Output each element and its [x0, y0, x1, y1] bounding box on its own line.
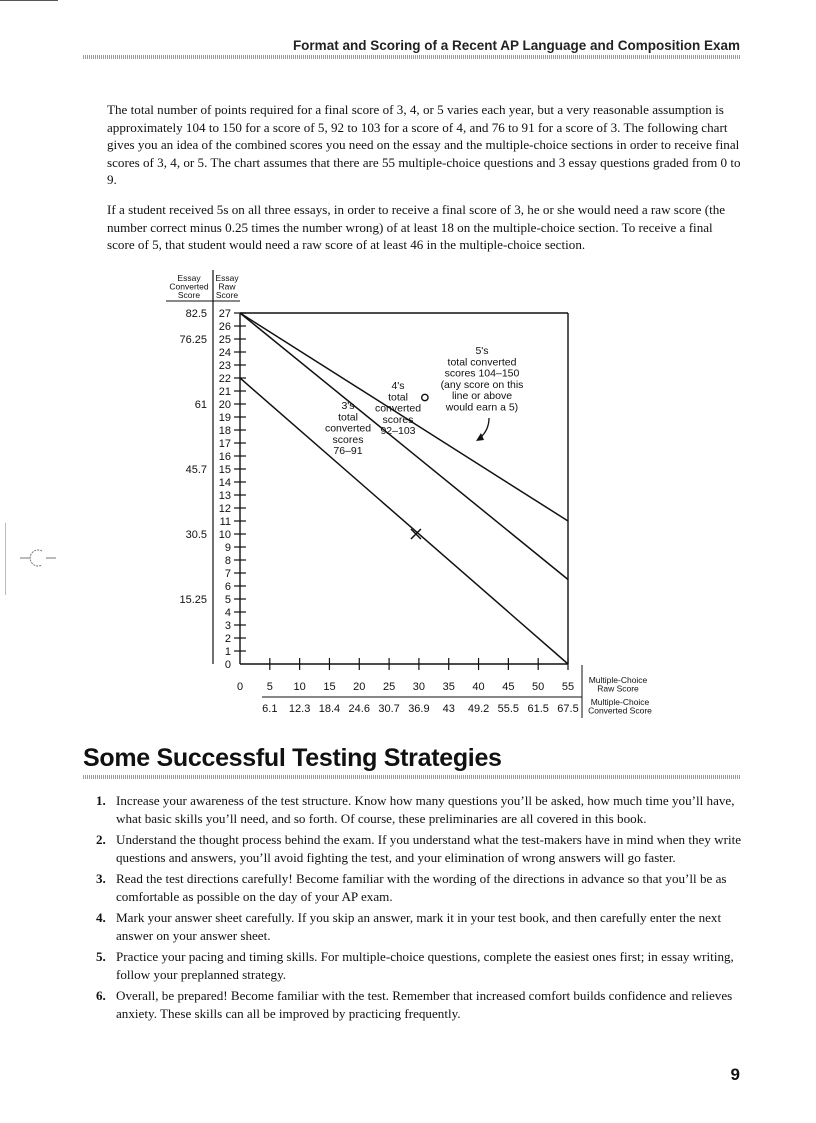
x-converted-label: 30.7 — [378, 703, 400, 715]
fours-line — [240, 313, 568, 580]
y-raw-tick-label: 25 — [218, 334, 231, 346]
essay-converted-title: Converted — [169, 281, 209, 292]
fives-annotation: total converted — [447, 356, 517, 369]
essay-converted-title: Essay — [177, 273, 201, 283]
y-raw-tick-label: 23 — [218, 360, 231, 372]
x-converted-label: 55.5 — [497, 703, 520, 715]
threes-annotation: 76–91 — [333, 445, 363, 458]
x-raw-tick-label: 0 — [236, 681, 244, 693]
y-converted-label: 82.5 — [185, 308, 207, 320]
y-raw-tick-label: 24 — [218, 347, 231, 359]
threes-annotation: 3's — [341, 400, 355, 412]
y-converted-label: 15.25 — [179, 594, 207, 606]
y-converted-label: 45.7 — [185, 464, 207, 476]
strategy-text: Increase your awareness of the test structure. Know how many questions you’ll be asked, how much time you’ll have, what basic skills you’ll need, and so forth. Of course, these preliminaries are all covered in this book. — [116, 793, 735, 826]
mc-raw-title: Multiple-Choice — [588, 675, 648, 685]
y-raw-tick-label: 2 — [224, 633, 231, 645]
y-raw-tick-label: 17 — [218, 438, 231, 450]
x-raw-tick-label: 20 — [353, 681, 366, 693]
threes-annotation: converted — [324, 422, 372, 435]
y-raw-tick-label: 7 — [224, 568, 231, 580]
x-converted-label: 61.5 — [527, 703, 549, 715]
strategy-item — [0, 792, 816, 827]
x-converted-label: 67.5 — [557, 703, 579, 715]
intro-paragraph: The total number of points required for a final score of 3, 4, or 5 varies each year, but a very reasonable assumption is approximately 104 to 150 for a score of 5, 92 to 103 for a score of 4, and 76 to 91 for a score of 3. The following chart gives you an idea of the combined scores you need on the essay and the multiple-choice sections in order to receive final scores of 3, 4, or 5. The chart assumes that there are 55 multiple-choice questions and 3 essay questions graded from 0 to 9. — [107, 102, 741, 187]
y-raw-tick-label: 3 — [224, 620, 231, 632]
fives-annotation: would earn a 5) — [445, 401, 519, 414]
x-raw-tick-label: 40 — [472, 681, 485, 693]
strategy-item — [0, 987, 816, 1022]
binding-line — [5, 523, 6, 595]
essay-raw-title: Score — [215, 290, 239, 300]
x-converted-label: 24.6 — [348, 703, 370, 715]
x-raw-tick-label: 15 — [323, 681, 336, 693]
y-raw-tick-label: 16 — [218, 451, 231, 463]
crop-mark — [0, 0, 58, 1]
fours-annotation: 92–103 — [380, 425, 416, 438]
x-raw-tick-label: 55 — [561, 681, 575, 693]
strategy-text: Mark your answer sheet carefully. If you skip an answer, mark it in your test book, and then carefully enter the next answer on your answer sheet. — [116, 910, 722, 943]
x-raw-tick-label: 5 — [266, 681, 273, 693]
registration-mark-icon — [18, 543, 58, 571]
strategy-item — [0, 948, 816, 983]
y-converted-label: 61 — [194, 399, 207, 411]
x-raw-tick-label: 35 — [442, 681, 455, 693]
x-converted-label: 36.9 — [408, 703, 430, 715]
y-raw-tick-label: 12 — [218, 503, 231, 515]
y-raw-tick-label: 0 — [224, 659, 231, 671]
strategies-list — [0, 792, 816, 1026]
y-converted-label: 30.5 — [185, 529, 207, 541]
y-raw-tick-label: 22 — [218, 373, 231, 385]
y-raw-tick-label: 11 — [219, 516, 231, 528]
x-converted-label: 12.3 — [288, 703, 311, 715]
page-number: 9 — [730, 1065, 740, 1084]
x-converted-label: 43 — [442, 703, 455, 715]
threes-annotation: scores — [332, 433, 364, 446]
section-rule — [83, 775, 740, 779]
y-raw-tick-label: 4 — [224, 607, 231, 619]
fives-annotation: (any score on this — [440, 378, 524, 391]
section-title: Some Successful Testing Strategies — [83, 744, 502, 772]
strategy-number: 1. — [96, 793, 106, 808]
strategy-text: Overall, be prepared! Become familiar with the test. Remember that increased comfort builds confidence and relieves anxiety. These skills can all be improved by practicing frequently. — [116, 988, 733, 1021]
fives-annotation: scores 104–150 — [444, 367, 520, 380]
y-raw-tick-label: 19 — [218, 412, 231, 424]
y-raw-tick-label: 27 — [218, 308, 231, 320]
example-circle-marker — [422, 394, 428, 400]
y-raw-tick-label: 13 — [218, 490, 231, 502]
strategy-number: 4. — [96, 910, 106, 925]
strategy-text: Read the test directions carefully! Become familiar with the wording of the directions in advance so that you’ll be as comfortable as possible on the day of your AP exam. — [116, 871, 727, 904]
strategy-text: Practice your pacing and timing skills. For multiple-choice questions, complete the easiest ones first; in essay writing, follow your preplanned strategy. — [116, 949, 734, 982]
mc-converted-title: Converted Score — [588, 705, 652, 716]
y-raw-tick-label: 8 — [224, 555, 231, 567]
essay-raw-title: Essay — [215, 273, 239, 283]
y-raw-tick-label: 5 — [224, 594, 231, 606]
y-raw-tick-label: 6 — [224, 581, 231, 593]
mc-converted-title: Multiple-Choice — [590, 697, 650, 707]
strategy-item — [0, 831, 816, 866]
threes-annotation: total — [338, 411, 358, 424]
y-raw-tick-label: 26 — [218, 321, 231, 333]
essay-raw-title: Raw — [218, 281, 236, 292]
y-raw-tick-label: 20 — [218, 399, 231, 411]
x-converted-label: 49.2 — [467, 703, 490, 715]
x-raw-tick-label: 50 — [532, 681, 545, 693]
strategy-number: 3. — [96, 871, 106, 886]
y-raw-tick-label: 10 — [218, 529, 231, 541]
strategy-number: 2. — [96, 832, 106, 847]
fours-annotation: converted — [374, 402, 422, 415]
y-raw-tick-label: 14 — [218, 477, 231, 489]
x-raw-tick-label: 30 — [412, 681, 426, 693]
y-raw-tick-label: 18 — [218, 425, 231, 437]
fives-annotation: 5's — [475, 345, 489, 357]
x-raw-tick-label: 25 — [382, 681, 396, 693]
y-raw-tick-label: 21 — [218, 386, 231, 398]
strategy-number: 5. — [96, 949, 106, 964]
strategy-text: Understand the thought process behind the exam. If you understand what the test-makers have in mind when they write questions and answers, you’ll avoid fighting the test, and your elimination of wrong answers will go faster. — [116, 832, 742, 865]
fours-annotation: 4's — [391, 380, 405, 392]
y-converted-label: 76.25 — [179, 334, 207, 346]
fours-annotation: scores — [382, 413, 414, 426]
strategy-item — [0, 870, 816, 905]
essay-converted-title: Score — [177, 290, 201, 300]
strategy-item — [0, 909, 816, 944]
x-converted-label: 18.4 — [318, 703, 341, 715]
header-rule — [83, 55, 740, 59]
strategy-number: 6. — [96, 988, 106, 1003]
running-header: Format and Scoring of a Recent AP Language and Composition Exam — [292, 38, 740, 53]
fours-annotation: total — [388, 391, 408, 404]
y-raw-tick-label: 15 — [218, 464, 231, 476]
fives-annotation: line or above — [451, 390, 513, 403]
y-raw-tick-label: 9 — [224, 542, 231, 554]
x-raw-tick-label: 45 — [502, 681, 515, 693]
y-raw-tick-label: 1 — [224, 646, 231, 658]
score-chart — [0, 262, 816, 722]
mc-raw-title: Raw Score — [597, 683, 639, 694]
example-paragraph: If a student received 5s on all three essays, in order to receive a final score of 3, he or she would need a raw score (the number correct minus 0.25 times the number wrong) of at least 18 on the multiple-choice section. To receive a final score of 5, that student would need a raw score of at least 46 in the multiple-choice section. — [107, 202, 726, 252]
x-converted-label: 6.1 — [262, 703, 278, 715]
x-raw-tick-label: 10 — [293, 681, 306, 693]
